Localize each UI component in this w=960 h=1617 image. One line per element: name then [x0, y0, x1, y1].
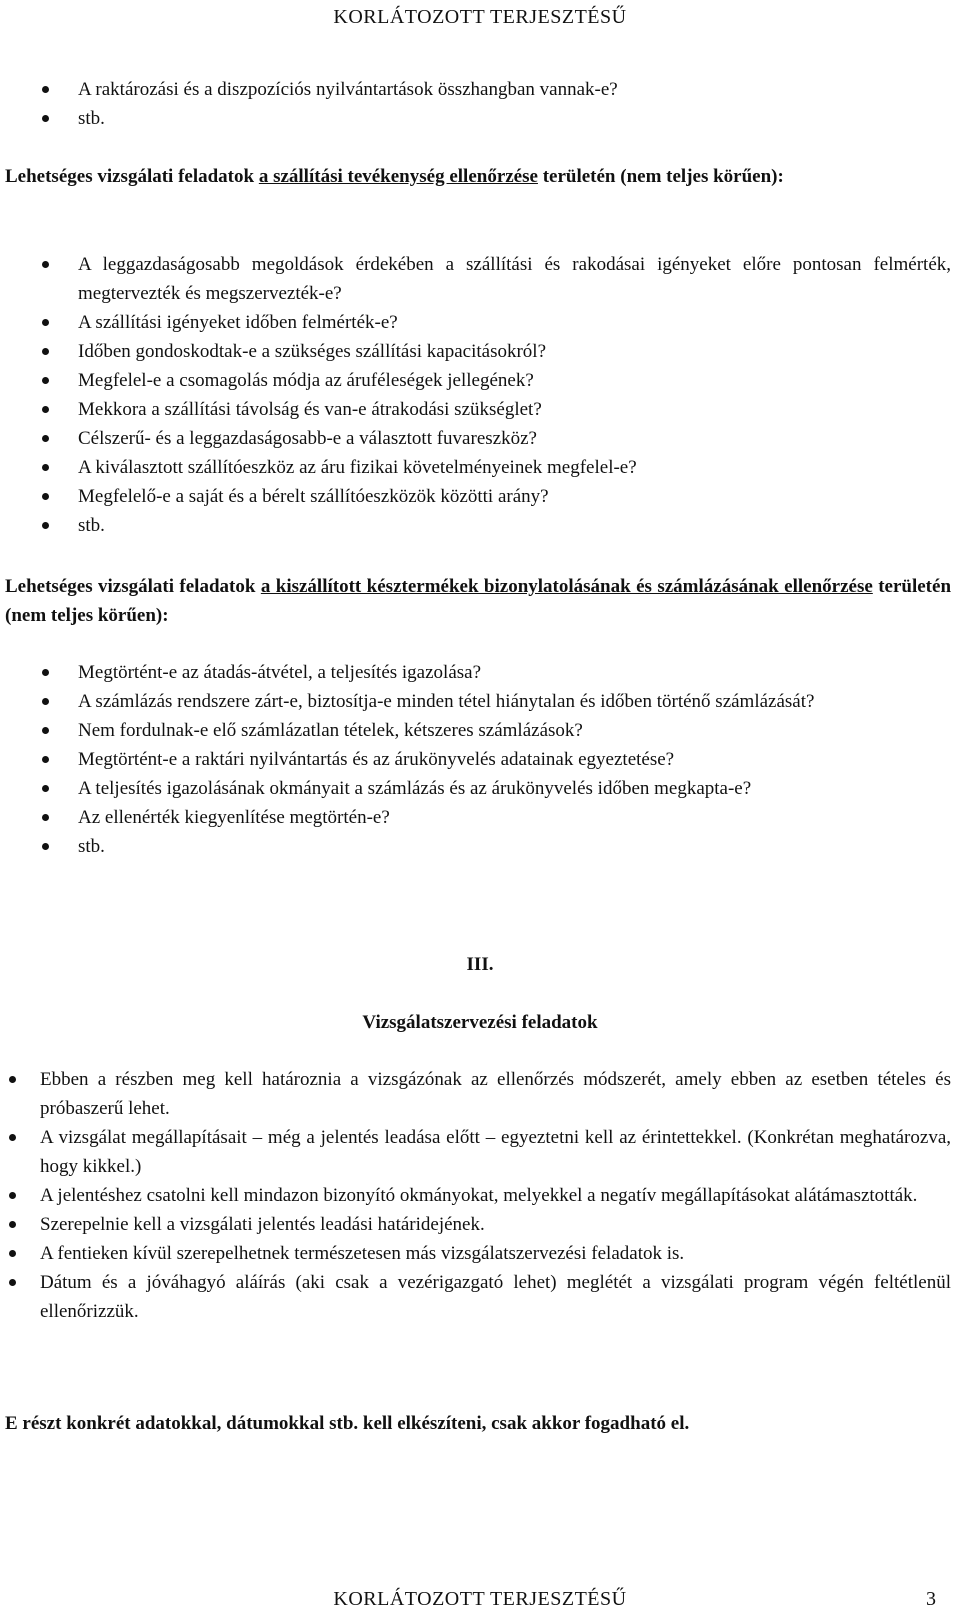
list-organization	[5, 1065, 951, 1326]
list-item: stb.	[5, 104, 951, 133]
list-item: Ebben a részben meg kell határoznia a vizsgázónak az ellenőrzés módszerét, amely ebben az esetben tételes és próbaszerű lehet.	[5, 1065, 951, 1123]
list-item: A fentieken kívül szerepelhetnek természetesen más vizsgálatszervezési feladatok is.	[5, 1239, 951, 1268]
list-inventory	[5, 75, 951, 133]
list-item: Mekkora a szállítási távolság és van-e átrakodási szükséglet?	[5, 395, 951, 424]
list-item: A jelentéshez csatolni kell mindazon bizonyító okmányokat, melyekkel a negatív megállapításokat alátámasztották.	[5, 1181, 951, 1210]
list-item: Szerepelnie kell a vizsgálati jelentés leadási határidejének.	[5, 1210, 951, 1239]
list-item: Időben gondoskodtak-e a szükséges szállítási kapacitásokról?	[5, 337, 951, 366]
page-header: KORLÁTOZOTT TERJESZTÉSŰ	[333, 6, 627, 28]
list-item: Megtörtént-e a raktári nyilvántartás és az árukönyvelés adatainak egyeztetése?	[5, 745, 951, 774]
section-heading-underlined: a kiszállított késztermékek bizonylatolásának és számlázásának ellenőrzése	[260, 576, 873, 597]
list-item: A leggazdaságosabb megoldások érdekében a szállítási és rakodásai igényeket előre pontosan felmérték, megtervezték és megszervezték-e?	[5, 250, 951, 308]
list-item: Dátum és a jóváhagyó aláírás (aki csak a vezérigazgató lehet) meglétét a vizsgálati program végén feltétlenül ellenőrizzük.	[5, 1268, 951, 1326]
list-item: A számlázás rendszere zárt-e, biztosítja-e minden tétel hiánytalan és időben történő számlázását?	[5, 687, 951, 716]
list-item: Nem fordulnak-e elő számlázatlan tételek, kétszeres számlázások?	[5, 716, 951, 745]
list-billing	[5, 658, 951, 861]
list-transport	[5, 250, 951, 540]
list-item: Megfelelő-e a saját és a bérelt szállítóeszközök közötti arány?	[5, 482, 951, 511]
page-footer: KORLÁTOZOTT TERJESZTÉSŰ	[333, 1588, 627, 1610]
section-heading-underlined: a szállítási tevékenység ellenőrzése	[258, 166, 538, 187]
list-item: A kiválasztott szállítóeszköz az áru fizikai követelményeinek megfelel-e?	[5, 453, 951, 482]
chapter-title: Vizsgálatszervezési feladatok	[362, 1012, 598, 1033]
list-item: Megtörtént-e az átadás-átvétel, a teljesítés igazolása?	[5, 658, 951, 687]
list-item: stb.	[5, 511, 951, 540]
list-item: Az ellenérték kiegyenlítése megtörtén-e?	[5, 803, 951, 832]
list-item: A szállítási igényeket időben felmérték-e?	[5, 308, 951, 337]
list-item: A teljesítés igazolásának okmányait a számlázás és az árukönyvelés időben megkapta-e?	[5, 774, 951, 803]
page-number: 3	[926, 1588, 936, 1610]
list-item: Megfelel-e a csomagolás módja az áruféleségek jellegének?	[5, 366, 951, 395]
section-heading-transport: Lehetséges vizsgálati feladatok a szállítási tevékenység ellenőrzése területén (nem teljes körűen):	[5, 166, 784, 187]
list-item: Célszerű- és a leggazdaságosabb-e a választott fuvareszköz?	[5, 424, 951, 453]
list-item: A raktározási és a diszpozíciós nyilvántartások összhangban vannak-e?	[5, 75, 951, 104]
list-item: stb.	[5, 832, 951, 861]
chapter-number: III.	[466, 954, 494, 975]
section-heading-billing: Lehetséges vizsgálati feladatok a kiszállított késztermékek bizonylatolásának és számlázásának ellenőrzése területén (nem teljes körűen):	[5, 576, 952, 626]
final-note: E részt konkrét adatokkal, dátumokkal stb. kell elkészíteni, csak akkor fogadható el.	[5, 1413, 690, 1434]
list-item: A vizsgálat megállapításait – még a jelentés leadása előtt – egyeztetni kell az érintettekkel. (Konkrétan meghatározva, hogy kikkel.)	[5, 1123, 951, 1181]
